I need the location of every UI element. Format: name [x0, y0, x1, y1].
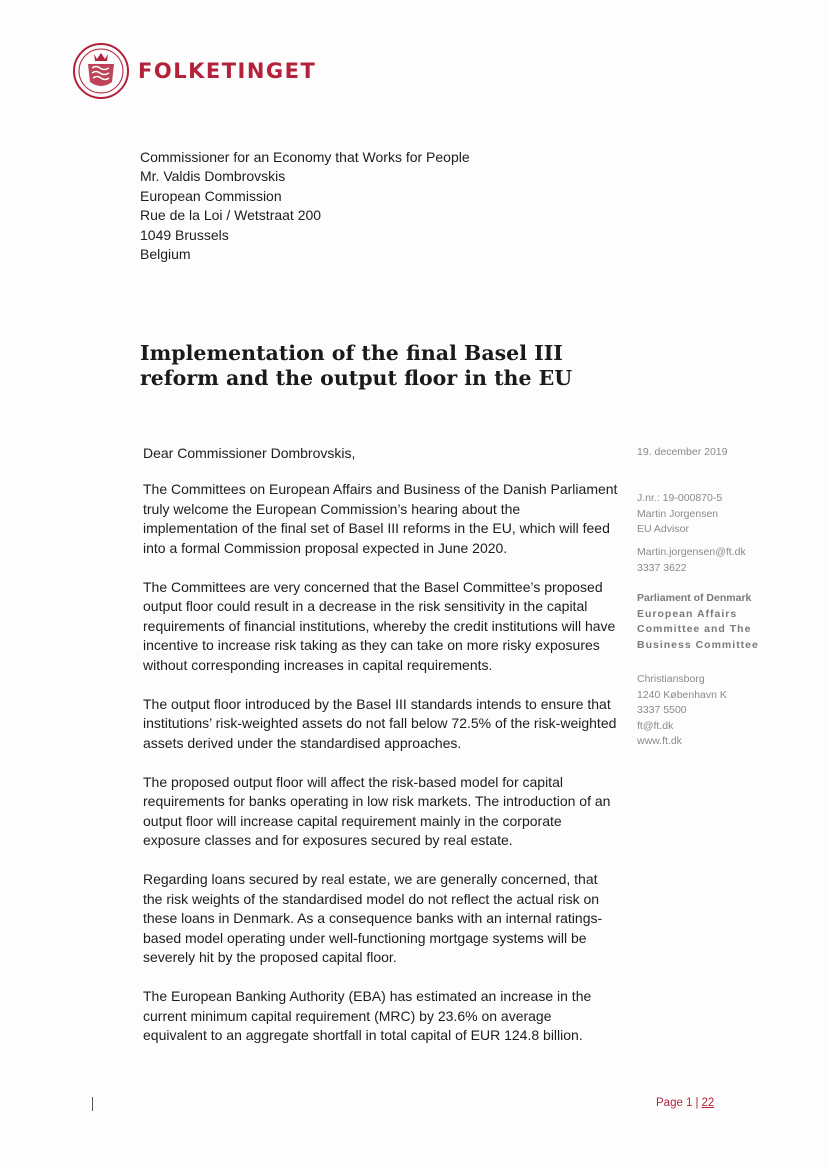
body-paragraph: The European Banking Authority (EBA) has estimated an increase in the current minimum capital requirement (MRC) by 23.6% on average equivalent to an aggregate shortfall in total capital of EUR 124.8 billion. — [143, 988, 592, 1043]
sender-org-line: European Affairs — [637, 607, 738, 620]
sender-email[interactable]: ft@ft.dk — [637, 719, 674, 732]
sender-address-line: Christiansborg — [637, 673, 705, 685]
sender-org-line: Committee and The — [637, 623, 752, 635]
reference-block — [637, 491, 722, 538]
reference-number: J.nr.: 19-000870-5 — [637, 492, 723, 504]
contact-email[interactable]: Martin.jorgensen@ft.dk — [637, 546, 746, 558]
parliament-crest-icon — [72, 42, 130, 100]
page-separator: | — [695, 1097, 699, 1109]
sender-org-block — [637, 591, 759, 653]
sender-org-line: Business Committee — [637, 638, 759, 651]
body-paragraph: The proposed output floor will affect the risk-based model for capital requirements for banks operating in low risk markets. The introduction of an output floor will increase capital requirement mainly in the corporate exposure classes and for exposures secured by real estate. — [143, 773, 611, 848]
body-paragraph: The Committees on European Affairs and Business of the Danish Parliament truly welcome the European Commission’s hearing about the implementation of the final set of Basel III reforms in the EU, which will feed into a formal Commission proposal expected in June 2020. — [143, 481, 618, 556]
page-total: 22 — [701, 1097, 715, 1109]
sender-org-line: Parliament of Denmark — [637, 592, 752, 604]
sender-website[interactable]: www.ft.dk — [637, 735, 682, 747]
org-name: FOLKETINGET — [138, 59, 317, 83]
letter-body — [143, 480, 618, 1065]
recipient-line: European Commission — [140, 187, 282, 204]
contact-block — [637, 545, 746, 576]
recipient-line: Belgium — [140, 246, 191, 263]
recipient-line: 1049 Brussels — [140, 226, 229, 243]
body-paragraph: The output floor introduced by the Basel III standards intends to ensure that institutions’ risk-weighted assets do not fall below 72.5% of the risk-weighted assets derived under the standardised approaches. — [143, 695, 617, 751]
letter-date: 19. december 2019 — [637, 446, 728, 458]
margin-mark — [92, 1097, 93, 1111]
sender-address-block — [637, 672, 727, 750]
contact-role: EU Advisor — [637, 523, 689, 535]
letter-title: Implementation of the final Basel III reform and the output floor in the EU — [140, 341, 573, 390]
sender-address-line: 3337 5500 — [637, 704, 687, 716]
page-number — [656, 1097, 714, 1109]
body-paragraph: The Committees are very concerned that the Basel Committee’s proposed output floor could result in a decrease in the risk sensitivity in the capital requirements of financial institutions, whereby the credit institutions will have incentive to increase risk taking as they can take on more risky exposures without corresponding increases in capital requirements. — [143, 578, 616, 673]
page-label: Page 1 — [656, 1097, 693, 1109]
sender-address-line: 1240 København K — [637, 688, 727, 701]
letterhead-logo — [72, 42, 316, 100]
recipient-line: Rue de la Loi / Wetstraat 200 — [140, 207, 322, 224]
contact-phone: 3337 3622 — [637, 561, 687, 574]
recipient-address — [140, 148, 470, 264]
recipient-line: Mr. Valdis Dombrovskis — [140, 168, 286, 185]
salutation: Dear Commissioner Dombrovskis, — [143, 445, 356, 461]
contact-name: Martin Jorgensen — [637, 507, 719, 520]
body-paragraph: Regarding loans secured by real estate, we are generally concerned, that the risk weights of the standardised model do not reflect the actual risk on these loans in Denmark. As a consequence banks with an internal ratings-based model operating under well-functioning mortgage systems will be severely hit by the proposed capital floor. — [143, 871, 603, 965]
recipient-line: Commissioner for an Economy that Works for People — [140, 149, 470, 165]
